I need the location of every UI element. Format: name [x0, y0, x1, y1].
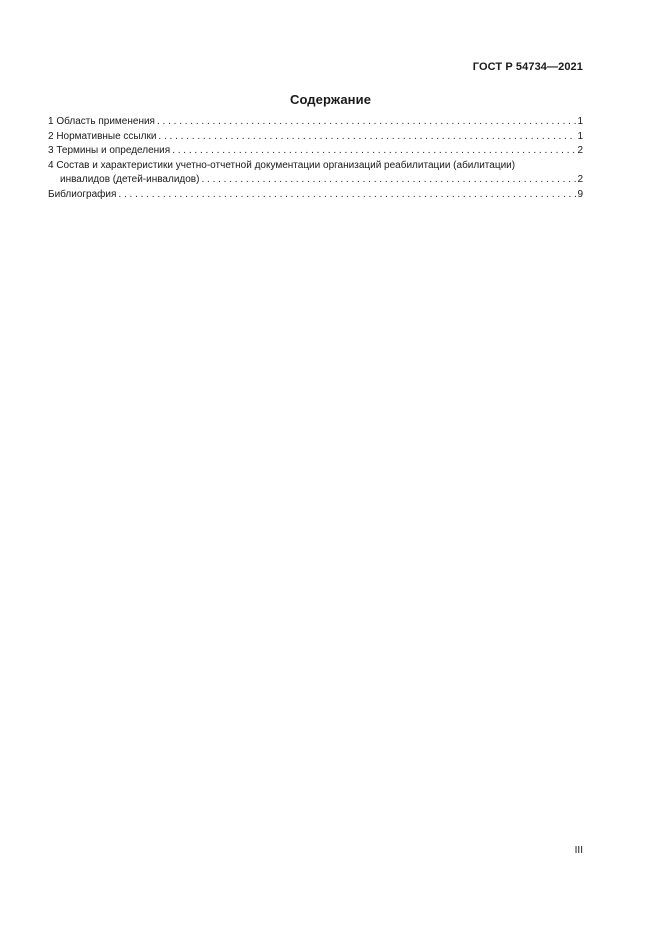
table-of-contents [48, 115, 583, 202]
toc-entry-text: инвалидов (детей-инвалидов) [60, 174, 200, 185]
toc-entry-scope[interactable] [48, 115, 583, 130]
dot-leader [201, 173, 576, 188]
toc-entry-text: 3 Термины и определения [48, 145, 171, 156]
toc-entry-bibliography[interactable] [48, 188, 583, 203]
toc-entry-page: 1 [577, 130, 583, 142]
toc-entry-text: Библиография [48, 188, 117, 200]
toc-entry-composition[interactable] [48, 173, 583, 188]
toc-title: Содержание [289, 92, 372, 107]
toc-entry-page: 2 [577, 174, 583, 185]
page-number: III [574, 845, 583, 856]
document-code: ГОСТ Р 54734—2021 [472, 61, 583, 73]
toc-entry-page: 2 [577, 145, 583, 156]
toc-entry-text: 2 Нормативные ссылки [48, 130, 157, 142]
toc-entry-composition-line1[interactable] [48, 159, 583, 174]
dot-leader [157, 115, 576, 130]
toc-entry-page: 9 [577, 188, 583, 200]
toc-entry-text: 1 Область применения [48, 116, 155, 127]
toc-entry-page: 1 [577, 116, 583, 127]
dot-leader [158, 130, 576, 145]
dot-leader [118, 188, 576, 203]
dot-leader [172, 144, 576, 159]
toc-entry-terms[interactable] [48, 144, 583, 159]
toc-entry-normative-references[interactable] [48, 130, 583, 145]
toc-entry-text: 4 Состав и характеристики учетно-отчетной документации организаций реабилитации (абилитации) [48, 159, 516, 171]
